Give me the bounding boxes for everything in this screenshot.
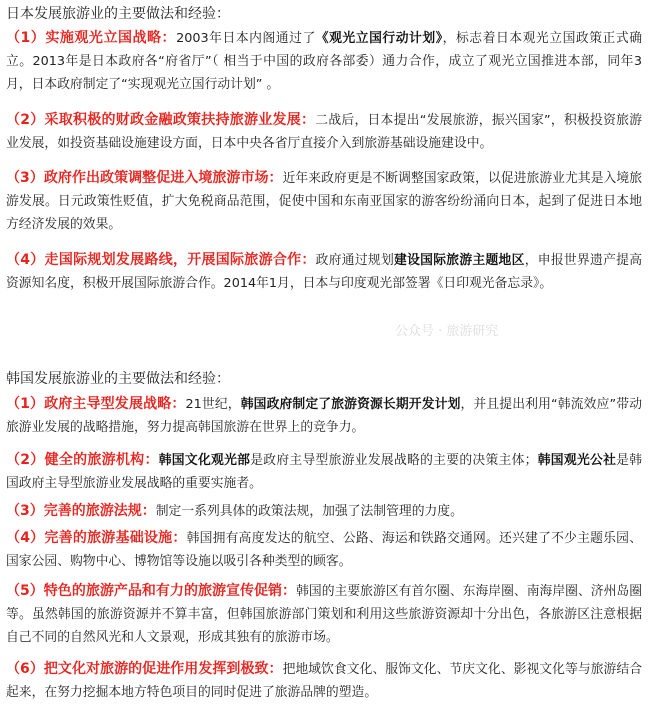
item-label: （4）走国际规划发展路线，开展国际旅游合作： xyxy=(6,252,316,268)
bold-text: 建设国际旅游主题地区 xyxy=(394,253,525,268)
watermark: 公众号 · 旅游研究 xyxy=(395,324,499,339)
bold-text: 韩国政府制定了旅游资源长期开发计划 xyxy=(240,397,461,412)
bold-text: 韩国观光公社 xyxy=(537,453,617,468)
item-label: （2）采取积极的财政金融政策扶持旅游业发展： xyxy=(6,112,316,128)
japan-item xyxy=(6,109,642,155)
body-text: 把地域饮食文化、服饰文化、节庆文化、影视文化等与旅游结合起来，在努力挖掘本地方特色项目的同时促进了旅游品牌的塑造。 xyxy=(6,662,643,700)
korea-item xyxy=(6,658,642,704)
korea-item xyxy=(6,580,642,649)
body-text: 制定一系列具体的政策法规，加强了法制管理的力度。 xyxy=(155,504,463,519)
item-label: （4）完善的旅游基础设施： xyxy=(6,530,187,546)
body-text: ，并且提出利用“韩流效应”带动旅游业发展的战略措施，努力提高韩国旅游在世界上的竞争力。 xyxy=(6,397,642,435)
japan-item xyxy=(6,249,642,295)
korea-item xyxy=(6,500,642,523)
body-text: ，标志着日本观光立国政策正式确立。2013年是日本政府各“府省厅”（ 相当于中国的政府各部委）通力合作，成立了观光立国推进本部，同年3月，日本政府制定了“实现观光立国行动计划” 。 xyxy=(6,31,642,92)
body-text: 21世纪， xyxy=(185,397,241,412)
korea-item xyxy=(6,393,642,439)
japan-heading: 日本发展旅游业的主要做法和经验： xyxy=(6,6,230,22)
body-text: 二战后，日本提出“发展旅游，振兴国家”，积极投资旅游业发展，如投资基础设施建设方面，日本中央各省厅直接介入到旅游基础设施建设中。 xyxy=(6,113,642,151)
item-label: （5）特色的旅游产品和有力的旅游宣传促销： xyxy=(6,583,297,599)
korea-item xyxy=(6,527,642,573)
body-text: 是韩国政府主导型旅游业发展战略的重要实施者。 xyxy=(6,453,643,491)
item-label: （1）政府主导型发展战略： xyxy=(6,396,186,412)
body-text: 政府通过规划 xyxy=(315,253,395,268)
item-label: （3）完善的旅游法规： xyxy=(6,503,156,519)
body-text: 韩国的主要旅游区有首尔圈、东海岸圈、南海岸圈、济州岛圈等。虽然韩国的旅游资源并不算丰富，但韩国旅游部门策划和利用这些旅游资源却十分出色，各旅游区注意根据自己不同的自然风光和人文景观，形成其独有的旅游市场。 xyxy=(6,584,642,645)
bold-text: 韩国文化观光部 xyxy=(158,453,251,468)
bold-text: 《观光立国行动计划》 xyxy=(315,31,443,46)
body-text: 近年来政府更是不断调整国家政策，以促进旅游业尤其是入境旅游发展。日元政策性贬值，扩大免税商品范围，促使中国和东南亚国家的游客纷纷涌向日本，起到了促进日本地方经济发展的效果。 xyxy=(6,171,643,232)
body-text: ，申报世界遗产提高资源知名度，积极开展国际旅游合作。2014年1月，日本与印度观光部签署《日印观光备忘录》。 xyxy=(6,253,643,291)
item-label: （6）把文化对旅游的促进作用发挥到极致： xyxy=(6,661,283,677)
japan-item xyxy=(6,27,642,96)
body-text: 2003年日本内阁通过了 xyxy=(176,31,316,46)
korea-item xyxy=(6,449,642,495)
korea-heading: 韩国发展旅游业的主要做法和经验： xyxy=(6,371,230,387)
japan-item xyxy=(6,167,642,236)
item-label: （3）政府作出政策调整促进入境旅游市场： xyxy=(6,170,283,186)
body-text: 是政府主导型旅游业发展战略的主要的决策主体； xyxy=(250,453,538,468)
item-label: （2）健全的旅游机构： xyxy=(6,452,159,468)
item-label: （1）实施观光立国战略： xyxy=(6,30,177,46)
body-text: 韩国拥有高度发达的航空、公路、海运和铁路交通网。还兴建了不少主题乐园、国家公园、购物中心、博物馆等设施以吸引各种类型的顾客。 xyxy=(6,531,642,569)
